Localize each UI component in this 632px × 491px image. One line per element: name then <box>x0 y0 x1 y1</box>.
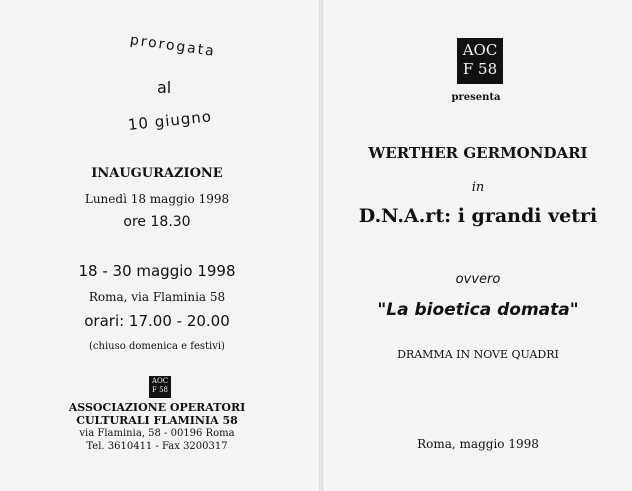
exhibition-dates: 18 - 30 maggio 1998 <box>78 262 236 280</box>
org-logo-line1: AOC <box>151 377 169 385</box>
header-logo <box>457 38 503 84</box>
closed-note: (chiuso domenica e festivi) <box>89 341 225 352</box>
org-name-line1: ASSOCIAZIONE OPERATORI <box>68 401 246 414</box>
extension-arc-bottom <box>127 107 213 134</box>
artist-name: WERTHER GERMONDARI <box>368 144 588 162</box>
exhibition-address: Roma, via Flaminia 58 <box>88 290 226 304</box>
place-date: Roma, maggio 1998 <box>417 437 539 451</box>
opening-date: Lunedì 18 maggio 1998 <box>84 192 230 206</box>
extension-arc-top <box>128 32 217 60</box>
exhibition-hours: orari: 17.00 - 20.00 <box>84 312 230 330</box>
header-logo-line1: AOC <box>462 41 498 59</box>
drama-label: DRAMMA IN NOVE QUADRI <box>397 348 559 361</box>
extension-bottom-text: 10 giugno <box>127 107 213 134</box>
opening-heading: INAUGURAZIONE <box>91 166 223 181</box>
subtitle: "La bioetica domata" <box>377 300 579 320</box>
extension-top-text: prorogata <box>128 32 217 60</box>
right-panel <box>324 0 632 491</box>
card-fold <box>319 0 323 491</box>
org-phone: Tel. 3610411 - Fax 3200317 <box>86 441 228 452</box>
header-logo-line2: F 58 <box>462 60 498 78</box>
org-name-line2: CULTURALI FLAMINIA 58 <box>76 414 238 427</box>
show-title: D.N.A.rt: i grandi vetri <box>358 205 598 227</box>
or-label: ovvero <box>455 272 501 287</box>
org-logo <box>149 376 171 398</box>
org-logo-line2: F 58 <box>152 386 168 394</box>
presents-label: presenta <box>451 92 501 103</box>
in-label: in <box>471 180 485 195</box>
extension-mid: al <box>157 78 172 97</box>
opening-time: ore 18.30 <box>123 214 191 230</box>
org-address: via Flaminia, 58 - 00196 Roma <box>79 428 235 439</box>
